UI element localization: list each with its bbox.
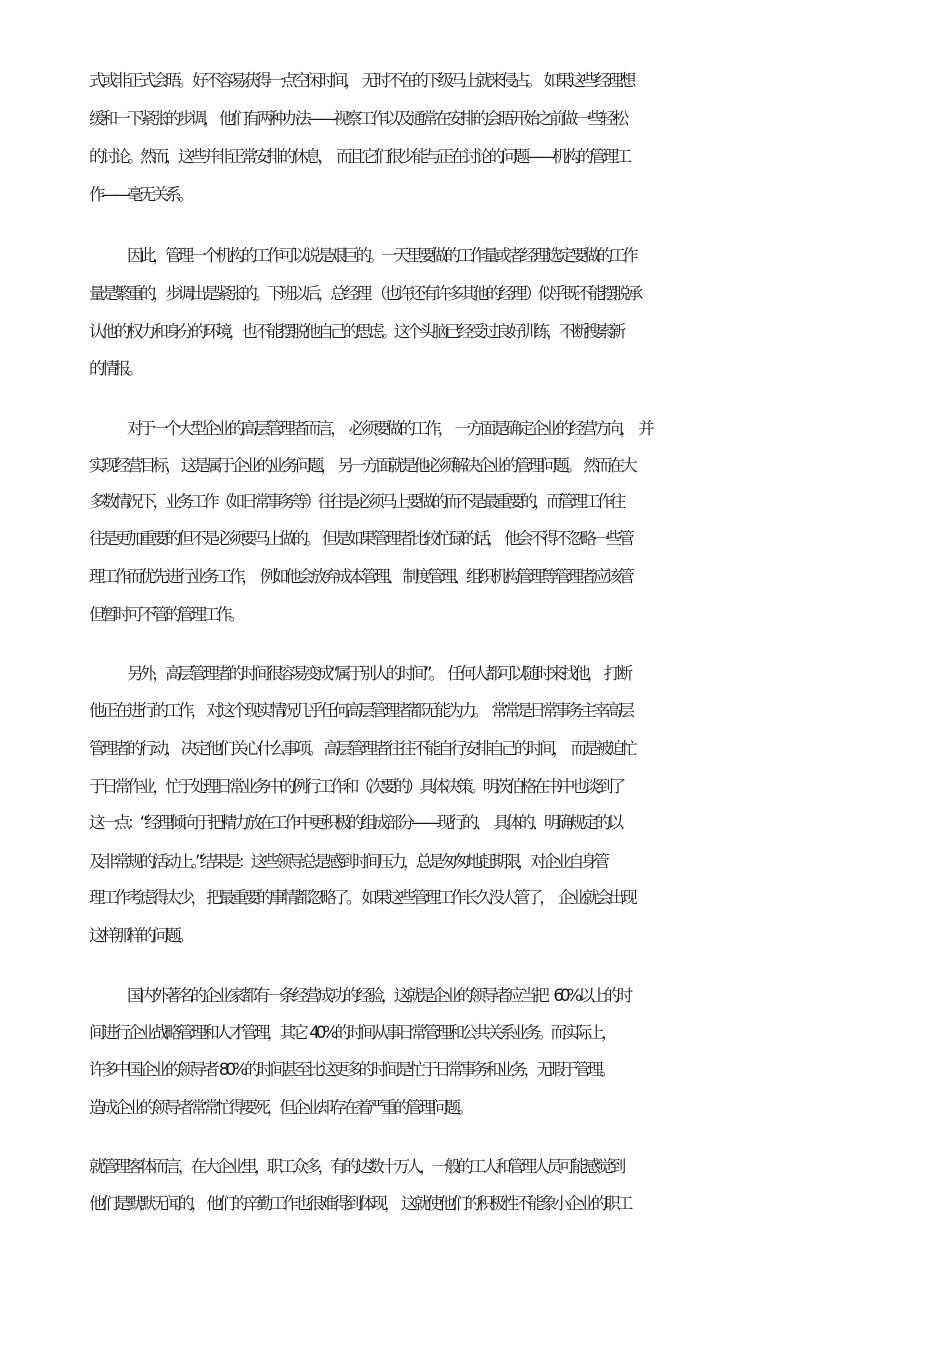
paragraph-3-line-6: 但暂时可不管的管理工作。 bbox=[89, 605, 242, 624]
paragraph-4-line-6: 及非常规的活动上。”结果是：这些领导总是感到时间压力，总是匆匆地赶期限，对企业自身管 bbox=[89, 852, 607, 871]
paragraph-3-line-1: 对于一个大型企业的高层管理者而言， 必须要做的工作， 一方面是确定企业的经营方向， 并 bbox=[127, 419, 651, 438]
paragraph-4-line-5: 这一点：“经理倾向于把精力放在工作中更积极的组成部分——现行的、 具体的、明确规定的以 bbox=[89, 813, 621, 832]
paragraph-5-line-3: 许多中国企业的领导者 80%的时间甚至比这更多的时间是忙于日常事务和业务，无暇于管理。 bbox=[89, 1060, 613, 1079]
paragraph-4-line-4: 于日常作业，忙于处理日常业务中的例行工作和（次要的）具体决策。明茨伯格在书中也谈到了 bbox=[89, 777, 623, 796]
paragraph-4-line-3: 管理者的行动， 决定他们关心什么事项。 高层管理者往往不能自行安排自己的时间， 而是被迫忙 bbox=[89, 739, 634, 758]
paragraph-2-line-3: 认他的权力和身分的环境，也不能摆脱他自己的思虑。这个头脑已经受过良好训练，不断搜索新 bbox=[89, 322, 623, 341]
paragraph-4-line-2: 他正在进行的工作， 对这个现实情况几乎任何高层管理者都无能为力。 常常是日常事务主宰高层 bbox=[89, 701, 632, 720]
paragraph-1-line-3: 的讨论。然而，这些并非正常安排的休息， 而且它们很少能与正在讨论的问题——机构的管理工 bbox=[89, 147, 629, 166]
paragraph-6-line-2: 他们是默默无闻的， 他们的辛勤工作也很难得到体现， 这就使他们的积极性不能象小企业的职工 bbox=[89, 1194, 630, 1213]
paragraph-3-line-5: 理工作而优先进行业务工作， 例如他会放弃成本管理、 制度管理、组织机构管理等管理者应该管 bbox=[89, 567, 632, 586]
paragraph-2-line-1: 因此，管理一个机构的工作可以说是艰巨的。一天里要做的工作量或者经理选定要做的工作 bbox=[127, 246, 636, 265]
paragraph-2-line-2: 量是繁重的，步调出是紧张的。下班以后，总经理 （也许还有许多其他的经理 ）似乎既不能摆脱承 bbox=[89, 284, 640, 303]
paragraph-1-line-4: 作——毫无关系。 bbox=[89, 185, 191, 204]
paragraph-5-line-2: 间进行企业战略管理和人才管理，其它 40%的时间从事日常管理和公共关系业务。而实际上， bbox=[89, 1023, 614, 1042]
paragraph-5-line-1: 国内外著名的企业家都有一条经营成功的经验，这就是企业的领导者应当把 60%以上的时 bbox=[127, 986, 630, 1005]
paragraph-4-line-8: 这样那样的问题。 bbox=[89, 926, 191, 945]
paragraph-3-line-4: 往是更加重要的但不是必须要马上做的。 但是如果管理者比较忙碌的话， 他会不得不忽略一些管 bbox=[89, 529, 632, 548]
paragraph-5-line-4: 造成企业的领导者常常忙得要死，但企业却存在着严重的管理问题。 bbox=[89, 1098, 471, 1117]
paragraph-1-line-1: 式或非正式会晤。 好不容易获得一点空闲时间， 无时不在的下级马上就来侵占。 如果这些经理想 bbox=[89, 71, 633, 90]
paragraph-6-line-1: 就管理客体而言，在大企业里，职工众多，有的达数十万人，一般的工人和管理人员可能感觉到 bbox=[89, 1157, 623, 1176]
paragraph-1-line-2: 缓和一下紧张的步调， 他们有两种办法——视察工作以及通常在安排的会晤开始之前做一些轻松 bbox=[89, 109, 626, 128]
paragraph-4-line-1: 另外，高层管理者的时间很容易变成“属于别人的时间”。 任何人都可以随时来找他， 打断 bbox=[127, 664, 630, 683]
paragraph-4-line-7: 理工作考虑得太少， 把最重要的事情都忽略了。 如果这些管理工作长久没人管了， 企业就会出现 bbox=[89, 888, 634, 907]
paragraph-3-line-3: 多数情况下，业务工作（如日常事务等）往往是必须马上要做的而不是最重要的，而管理工作往 bbox=[89, 492, 623, 511]
paragraph-3-line-2: 实现经营目标， 这是属于企业的业务问题， 另一方面就是他必须解决企业的管理问题。 然而在大 bbox=[89, 456, 634, 475]
paragraph-2-line-4: 的情报。 bbox=[89, 359, 140, 378]
